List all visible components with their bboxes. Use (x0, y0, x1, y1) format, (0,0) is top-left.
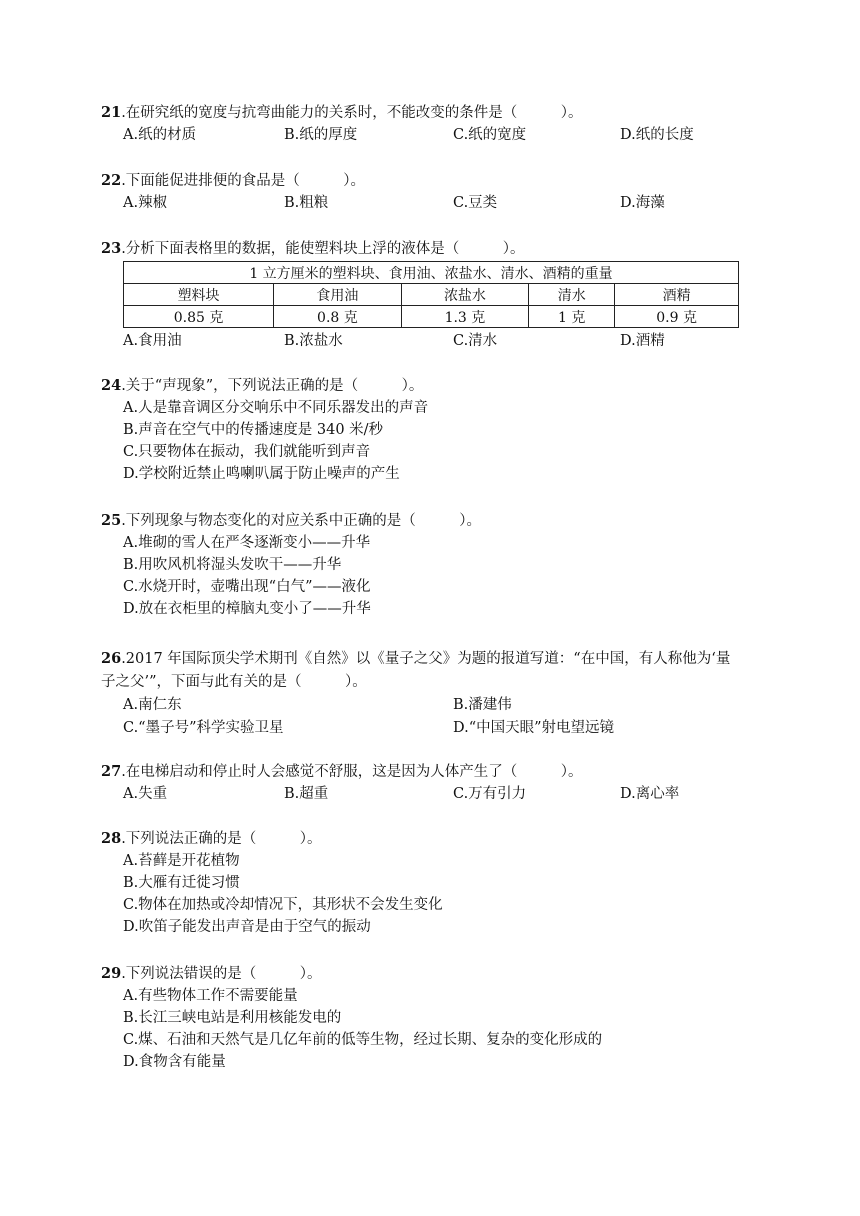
options-row (101, 694, 781, 717)
table-header-cell: 酒精 (615, 284, 739, 306)
option-d[interactable]: D.学校附近禁止鸣喇叭属于防止噪声的产生 (123, 466, 400, 482)
question-26 (101, 647, 781, 740)
options-row (101, 330, 781, 352)
question-stem (101, 510, 781, 532)
options-row (101, 717, 781, 740)
option-b[interactable]: B.用吹风机将湿头发吹干——升华 (123, 557, 342, 573)
question-number: 29 (101, 965, 122, 982)
option-c[interactable]: C.水烧开时，壶嘴出现“白气”——液化 (123, 579, 371, 595)
table-cell: 1 克 (529, 306, 615, 328)
table-header-cell: 食用油 (274, 284, 402, 306)
table-header-cell: 清水 (529, 284, 615, 306)
question-29 (101, 963, 781, 1073)
question-stem (101, 647, 741, 694)
option-b[interactable]: B.粗粮 (284, 195, 329, 211)
question-number: 25 (101, 512, 122, 529)
option-a[interactable]: A.食用油 (123, 333, 182, 349)
table-header-cell: 浓盐水 (401, 284, 529, 306)
option-d[interactable]: D.酒精 (620, 333, 665, 349)
option-a[interactable]: A.纸的材质 (123, 127, 197, 143)
question-number: 24 (101, 377, 122, 394)
option-d[interactable]: D.“中国天眼”射电望远镜 (453, 720, 615, 736)
question-stem (101, 828, 781, 850)
question-number: 21 (101, 104, 122, 121)
question-22 (101, 170, 781, 214)
question-stem (101, 375, 781, 397)
option-a[interactable]: A.失重 (123, 786, 168, 802)
option-d[interactable]: D.纸的长度 (620, 127, 694, 143)
question-24 (101, 375, 781, 485)
option-c[interactable]: C.纸的宽度 (453, 127, 527, 143)
question-25 (101, 510, 781, 620)
density-table (123, 261, 739, 328)
options-row (101, 783, 781, 805)
question-text: .下列现象与物态变化的对应关系中正确的是（ ）。 (121, 513, 482, 529)
question-text: .分析下面表格里的数据，能使塑料块上浮的液体是（ ）。 (121, 241, 525, 257)
question-stem (101, 102, 781, 124)
option-a[interactable]: A.辣椒 (123, 195, 168, 211)
option-a[interactable]: A.人是靠音调区分交响乐中不同乐器发出的声音 (123, 400, 429, 416)
option-b[interactable]: B.潘建伟 (453, 697, 512, 713)
question-text: .在电梯启动和停止时人会感觉不舒服，这是因为人体产生了（ ）。 (121, 764, 583, 780)
question-stem (101, 963, 781, 985)
option-b[interactable]: B.大雁有迁徙习惯 (123, 875, 240, 891)
options-row (101, 192, 781, 214)
option-b[interactable]: B.长江三峡电站是利用核能发电的 (123, 1010, 342, 1026)
option-b[interactable]: B.超重 (284, 786, 329, 802)
question-23 (101, 238, 781, 352)
option-c[interactable]: C.煤、石油和天然气是几亿年前的低等生物，经过长期、复杂的变化形成的 (123, 1032, 603, 1048)
option-a[interactable]: A.苔藓是开花植物 (123, 853, 240, 869)
table-header-cell: 塑料块 (124, 284, 274, 306)
table-caption: 1 立方厘米的塑料块、食用油、浓盐水、清水、酒精的重量 (124, 262, 739, 284)
option-b[interactable]: B.声音在空气中的传播速度是 340 米/秒 (123, 422, 384, 438)
table-cell: 0.9 克 (615, 306, 739, 328)
option-c[interactable]: C.物体在加热或冷却情况下，其形状不会发生变化 (123, 897, 443, 913)
option-c[interactable]: C.豆类 (453, 195, 498, 211)
option-d[interactable]: D.吹笛子能发出声音是由于空气的振动 (123, 919, 371, 935)
option-a[interactable]: A.堆砌的雪人在严冬逐渐变小——升华 (123, 535, 371, 551)
question-21 (101, 102, 781, 146)
question-text: .下面能促进排便的食品是（ ）。 (121, 173, 366, 189)
question-number: 28 (101, 830, 122, 847)
option-c[interactable]: C.万有引力 (453, 786, 527, 802)
question-stem (101, 170, 781, 192)
option-c[interactable]: C.“墨子号”科学实验卫星 (123, 720, 284, 736)
option-d[interactable]: D.海藻 (620, 195, 665, 211)
question-text: .关于“声现象”，下列说法正确的是（ ）。 (121, 378, 424, 394)
table-header-row (124, 284, 739, 306)
option-d[interactable]: D.离心率 (620, 786, 680, 802)
question-number: 26 (101, 650, 122, 667)
option-b[interactable]: B.纸的厚度 (284, 127, 358, 143)
option-d[interactable]: D.食物含有能量 (123, 1054, 226, 1070)
table-cell: 0.85 克 (124, 306, 274, 328)
question-27 (101, 761, 781, 805)
question-text: .2017 年国际顶尖学术期刊《自然》以《量子之父》为题的报道写道：“在中国，有人称他为‘量子之父’”，下面与此有关的是（ ）。 (101, 651, 731, 690)
question-text: .下列说法正确的是（ ）。 (121, 831, 322, 847)
option-d[interactable]: D.放在衣柜里的樟脑丸变小了——升华 (123, 601, 371, 617)
option-c[interactable]: C.清水 (453, 333, 498, 349)
option-b[interactable]: B.浓盐水 (284, 333, 343, 349)
question-number: 27 (101, 763, 122, 780)
question-number: 22 (101, 172, 122, 189)
table-cell: 0.8 克 (274, 306, 402, 328)
question-stem (101, 238, 781, 260)
question-28 (101, 828, 781, 938)
question-stem (101, 761, 781, 783)
table-cell: 1.3 克 (401, 306, 529, 328)
option-a[interactable]: A.南仁东 (123, 697, 182, 713)
option-a[interactable]: A.有些物体工作不需要能量 (123, 988, 298, 1004)
option-c[interactable]: C.只要物体在振动，我们就能听到声音 (123, 444, 371, 460)
question-text: .在研究纸的宽度与抗弯曲能力的关系时，不能改变的条件是（ ）。 (121, 105, 583, 121)
question-number: 23 (101, 240, 122, 257)
table-row (124, 306, 739, 328)
options-row (101, 124, 781, 146)
question-text: .下列说法错误的是（ ）。 (121, 966, 322, 982)
